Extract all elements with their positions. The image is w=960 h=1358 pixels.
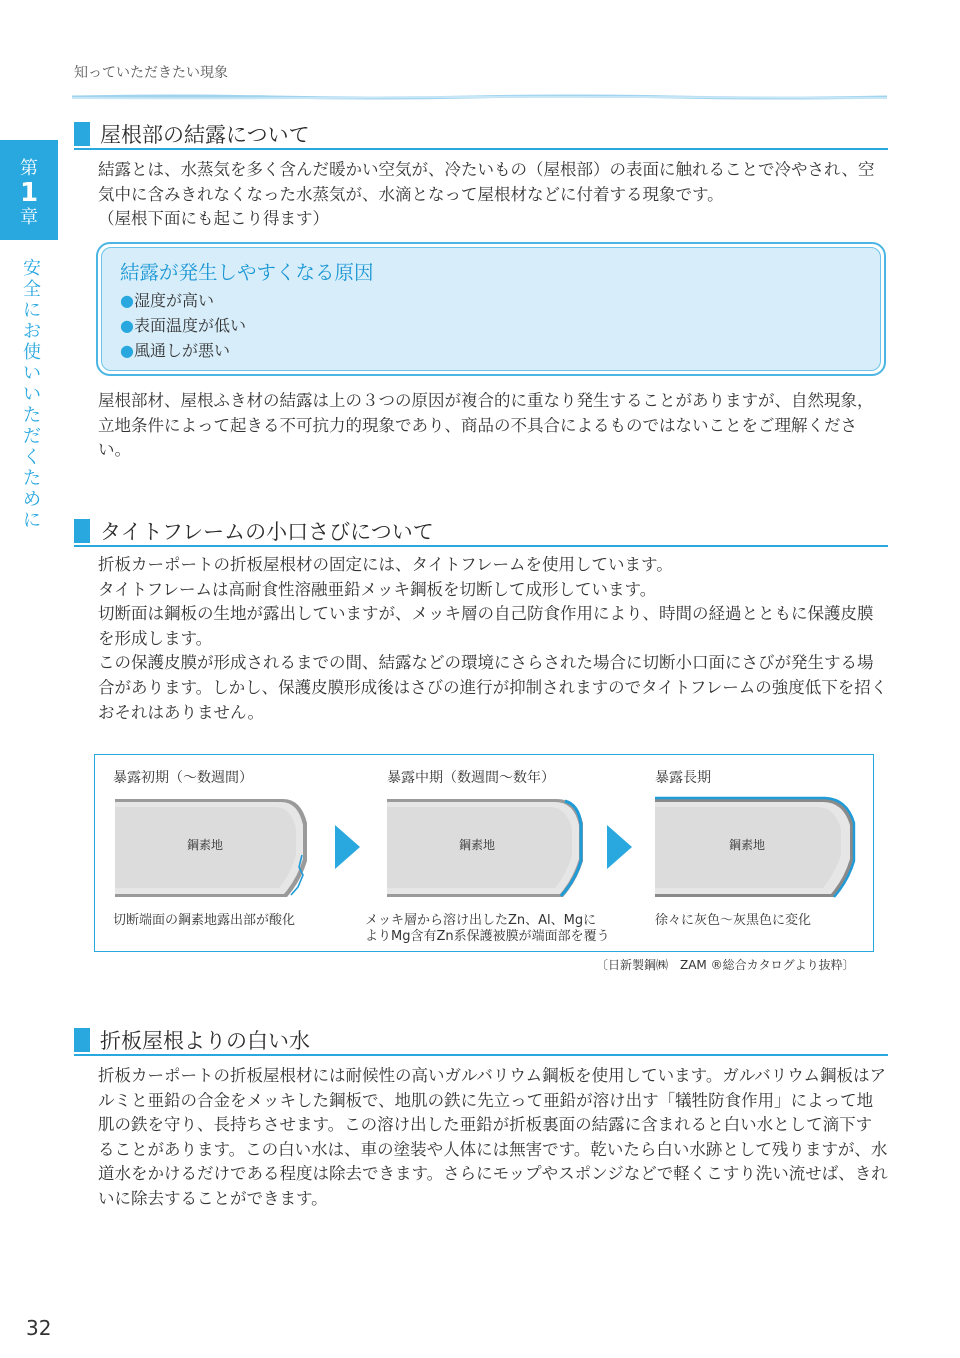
running-header: 知っていただきたい現象 bbox=[74, 65, 228, 81]
causes-box bbox=[96, 242, 886, 376]
chapter-number: 1 bbox=[19, 178, 39, 208]
chapter-prefix: 第 bbox=[20, 158, 38, 179]
heading-marker bbox=[74, 122, 90, 146]
cause-item bbox=[120, 338, 862, 363]
paragraph: 折板カーポートの折板屋根材には耐候性の高いガルバリウム鋼板を使用しています。ガルバリウム鋼板はアルミと亜鉛の合金をメッキした鋼板で、地肌の鉄に先立って亜鉛が溶け出す「犠牲防食作用」によって地肌の鉄を守り、長持ちさせます。この溶け出した亜鉛が折板裏面の結露に含まれると白い水として滴下することがあります。この白い水は、車の塗装や人体には無害です。乾いたら白い水跡として残りますが、水道水をかけるだけである程度は除去できます。さらにモップやスポンジなどで軽くこすり洗い流せば、きれいに除去することができます。 bbox=[98, 1066, 888, 1208]
stage-label-early: 暴露初期（〜数週間） bbox=[113, 770, 253, 786]
chapter-suffix: 章 bbox=[20, 207, 38, 228]
stage-caption: 切断端面の鋼素地露出部が酸化 bbox=[113, 913, 296, 928]
white-water-body bbox=[98, 1064, 888, 1212]
paragraph: この保護皮膜が形成されるまでの間、結露などの環境にさらされた場合に切断小口面にさびが発生する場合があります。しかし、保護皮膜形成後はさびの進行が抑制されますのでタイトフレームの強度低下を招くおそれはありません。 bbox=[98, 653, 888, 722]
causes-title: 結露が発生しやすくなる原因 bbox=[120, 261, 374, 284]
section-title: タイトフレームの小口さびについて bbox=[100, 520, 434, 544]
corrosion-stages-diagram bbox=[94, 754, 874, 952]
section-condensation-heading bbox=[74, 120, 888, 150]
heading-marker bbox=[74, 519, 90, 543]
chapter-tab bbox=[0, 140, 58, 240]
section-white-water-heading bbox=[74, 1026, 888, 1056]
bullet-icon: ● bbox=[120, 316, 134, 335]
cause-item bbox=[120, 313, 862, 338]
condensation-body bbox=[98, 389, 888, 463]
frame-rust-body bbox=[98, 553, 888, 725]
steel-label: 鋼素地 bbox=[459, 838, 496, 852]
bullet-icon: ● bbox=[120, 291, 134, 310]
header-rule bbox=[72, 94, 887, 100]
cause-text: 表面温度が低い bbox=[133, 316, 246, 335]
steel-label: 鋼素地 bbox=[187, 838, 224, 852]
section-frame-rust-heading bbox=[74, 517, 888, 547]
paragraph: 屋根部材、屋根ふき材の結露は上の３つの原因が複合的に重なり発生することがありますが、自然現象，立地条件によって起きる不可抗力的現象であり、商品の不具合によるものではないことをご理解ください。 bbox=[98, 391, 874, 460]
section-title: 屋根部の結露について bbox=[100, 123, 310, 147]
stage-caption: 徐々に灰色〜灰黒色に変化 bbox=[655, 913, 812, 928]
bullet-icon: ● bbox=[120, 341, 134, 360]
condensation-intro bbox=[98, 158, 888, 232]
paragraph: タイトフレームは高耐食性溶融亜鉛メッキ鋼板を切断して成形しています。 bbox=[98, 579, 657, 599]
paragraph: 折板カーポートの折板屋根材の固定には、タイトフレームを使用しています。 bbox=[98, 555, 673, 574]
stage-caption: よりMg含有Zn系保護被膜が端面部を覆う bbox=[365, 929, 610, 944]
stage-label-mid: 暴露中期（数週間〜数年） bbox=[387, 770, 555, 786]
heading-marker bbox=[74, 1028, 90, 1052]
stage-caption: メッキ層から溶け出したZn、Al、Mgに bbox=[365, 913, 597, 928]
stage-label-long: 暴露長期 bbox=[655, 770, 711, 786]
paragraph: （屋根下面にも起こり得ます） bbox=[98, 209, 329, 229]
section-title: 折板屋根よりの白い水 bbox=[100, 1029, 310, 1053]
chapter-title: 安全にお使いいただくために bbox=[23, 258, 41, 531]
paragraph: 結露とは、水蒸気を多く含んだ暖かい空気が、冷たいもの（屋根部）の表面に触れることで冷やされ、空気中に含みきれなくなった水蒸気が、水滴となって屋根材などに付着する現象です。 bbox=[98, 160, 875, 204]
cause-text: 湿度が高い bbox=[133, 291, 214, 310]
steel-label: 鋼素地 bbox=[729, 838, 766, 852]
arrow-icon bbox=[335, 825, 360, 869]
diagram-source: 〔日新製鋼㈱ ZAM ®総合カタログより抜粋〕 bbox=[596, 958, 855, 972]
arrow-icon bbox=[607, 825, 632, 869]
paragraph: 切断面は鋼板の生地が露出していますが、メッキ層の自己防食作用により、時間の経過とともに保護皮膜を形成します。 bbox=[98, 604, 874, 648]
cause-item bbox=[120, 288, 862, 313]
cause-text: 風通しが悪い bbox=[133, 341, 230, 360]
page-number: 32 bbox=[26, 1316, 52, 1340]
